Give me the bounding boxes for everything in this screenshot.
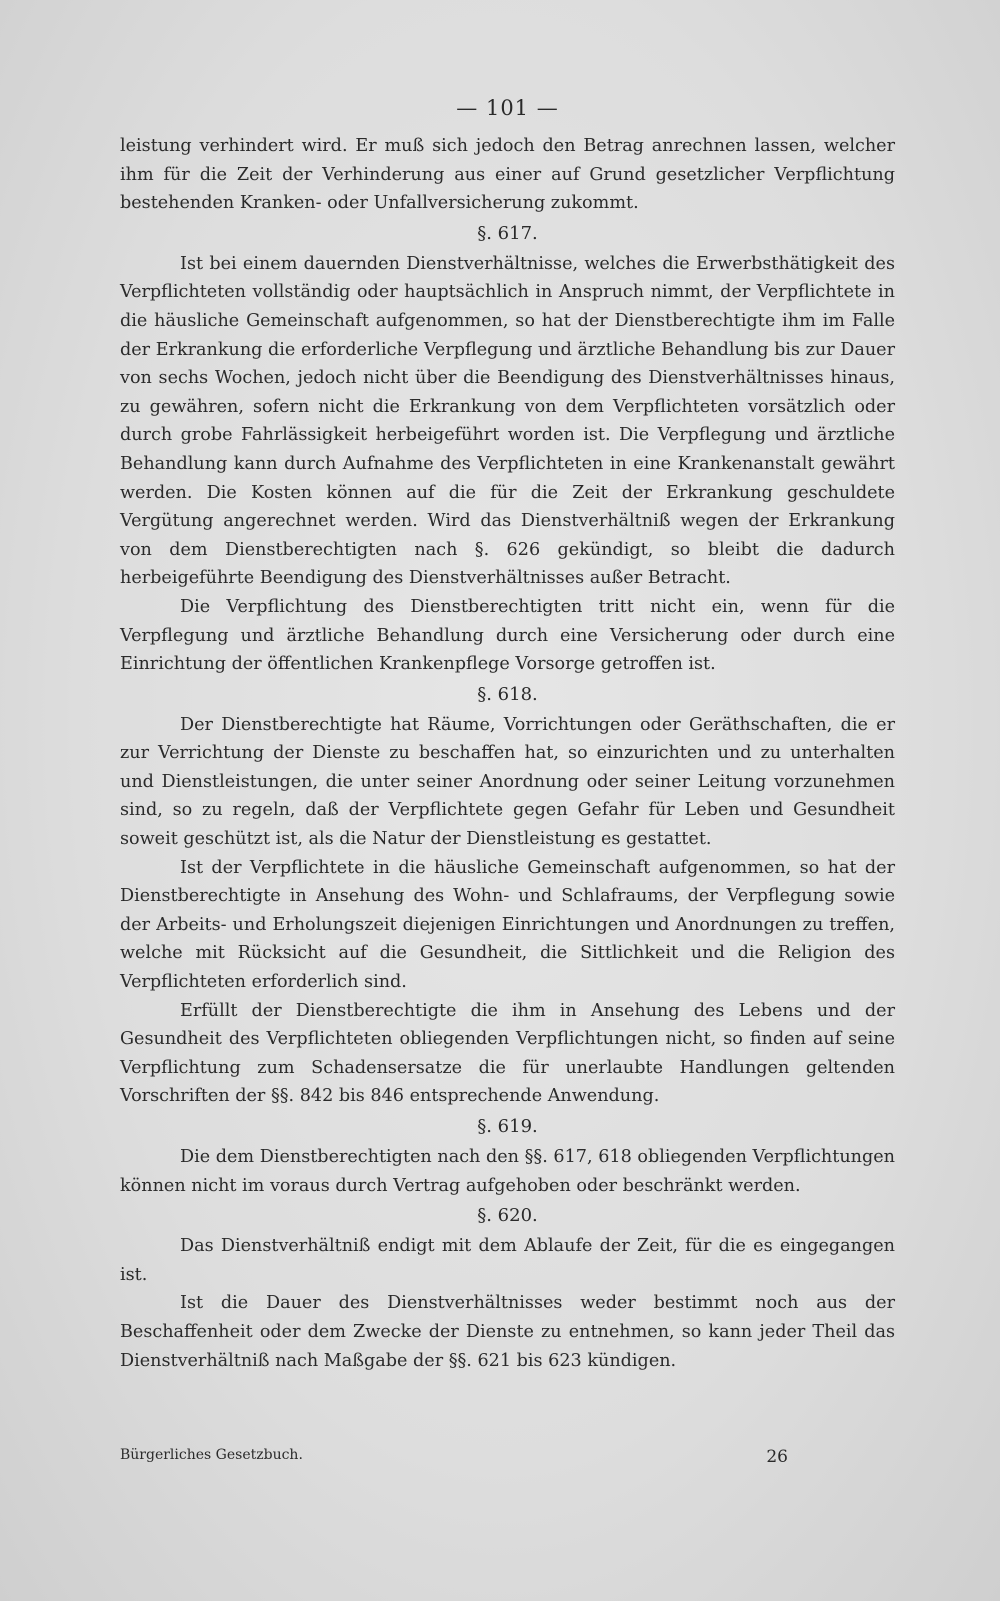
- page-number: — 101 —: [456, 96, 559, 120]
- page-footer: [120, 1447, 788, 1467]
- paragraph: Die dem Dienstberechtigten nach den §§. 617, 618 obliegenden Verpflichtungen können nicht im voraus durch Vertrag aufgehoben oder beschränkt werden.: [120, 1147, 895, 1196]
- section-heading: §. 619.: [477, 1116, 538, 1137]
- sheet-number: 26: [766, 1447, 788, 1467]
- paragraph: Das Dienstverhältniß endigt mit dem Ablaufe der Zeit, für die es eingegangen ist.: [120, 1236, 895, 1285]
- section-619: [120, 1111, 895, 1200]
- paragraph: Erfüllt der Dienstberechtigte die ihm in Ansehung des Lebens und der Gesundheit des Verpflichteten obliegenden Verpflichtungen nicht, so finden auf seine Verpflichtung zum Schadensersatze die für unerlaubte Handlungen geltenden Vorschriften der §§. 842 bis 846 entsprechende Anwendung.: [120, 1000, 895, 1107]
- section-618: [120, 679, 895, 1111]
- paragraph-continuation: leistung verhindert wird. Er muß sich jedoch den Betrag anrechnen lassen, welcher ihm für die Zeit der Verhinderung aus einer auf Grund gesetzlicher Verpflichtung bestehenden Kranken- oder Unfallversicherung zukommt.: [120, 136, 895, 214]
- footer-signature: Bürgerliches Gesetzbuch.: [120, 1447, 303, 1463]
- paragraph: Der Dienstberechtigte hat Räume, Vorrichtungen oder Geräthschaften, die er zur Verrichtung der Dienste zu beschaffen hat, so einzurichten und zu unterhalten und Dienstleistungen, die unter seiner Anordnung oder seiner Leitung vorzunehmen sind, so zu regeln, daß der Verpflichtete gegen Gefahr für Leben und Gesundheit soweit geschützt ist, als die Natur der Dienstleistung es gestattet.: [120, 714, 895, 850]
- section-heading: §. 618.: [477, 683, 538, 705]
- section-617: [120, 218, 895, 679]
- paragraph: Ist der Verpflichtete in die häusliche Gemeinschaft aufgenommen, so hat der Dienstberechtigte in Ansehung des Wohn- und Schlafraums, der Verpflegung sowie der Arbeits- und Erholungszeit diejenigen Einrichtungen und Anordnungen zu treffen, welche mit Rücksicht auf die Gesundheit, die Sittlichkeit und die Religion des Verpflichteten erforderlich sind.: [120, 857, 895, 993]
- paragraph: Ist die Dauer des Dienstverhältnisses weder bestimmt noch aus der Beschaffenheit oder dem Zwecke der Dienste zu entnehmen, so kann jeder Theil das Dienstverhältniß nach Maßgabe der §§. 621 bis 623 kündigen.: [120, 1293, 895, 1371]
- section-heading: §. 617.: [477, 222, 538, 244]
- section-620: [120, 1200, 895, 1375]
- page-body: [120, 88, 895, 1375]
- paragraph: Die Verpflichtung des Dienstberechtigten tritt nicht ein, wenn für die Verpflegung und ärztliche Behandlung durch eine Versicherung oder durch eine Einrichtung der öffentlichen Krankenpflege Vorsorge getroffen ist.: [120, 596, 895, 675]
- paragraph: Ist bei einem dauernden Dienstverhältnisse, welches die Erwerbsthätigkeit des Verpflichteten vollständig oder hauptsächlich in Anspruch nimmt, der Verpflichtete in die häusliche Gemeinschaft aufgenommen, so hat der Dienstberechtigte ihm im Falle der Erkrankung die erforderliche Verpflegung und ärztliche Behandlung bis zur Dauer von sechs Wochen, jedoch nicht über die Beendigung des Dienstverhältnisses hinaus, zu gewähren, sofern nicht die Erkrankung von dem Verpflichteten vorsätzlich oder durch grobe Fahrlässigkeit herbeigeführt worden ist. Die Verpflegung und ärztliche Behandlung kann durch Aufnahme des Verpflichteten in eine Krankenanstalt gewährt werden. Die Kosten können auf die für die Zeit der Erkrankung geschuldete Vergütung angerechnet werden. Wird das Dienstverhältniß wegen der Erkrankung von dem Dienstberechtigten nach §. 626 gekündigt, so bleibt die dadurch herbeigeführte Beendigung des Dienstverhältnisses außer Betracht.: [120, 253, 895, 589]
- section-heading: §. 620.: [477, 1205, 538, 1227]
